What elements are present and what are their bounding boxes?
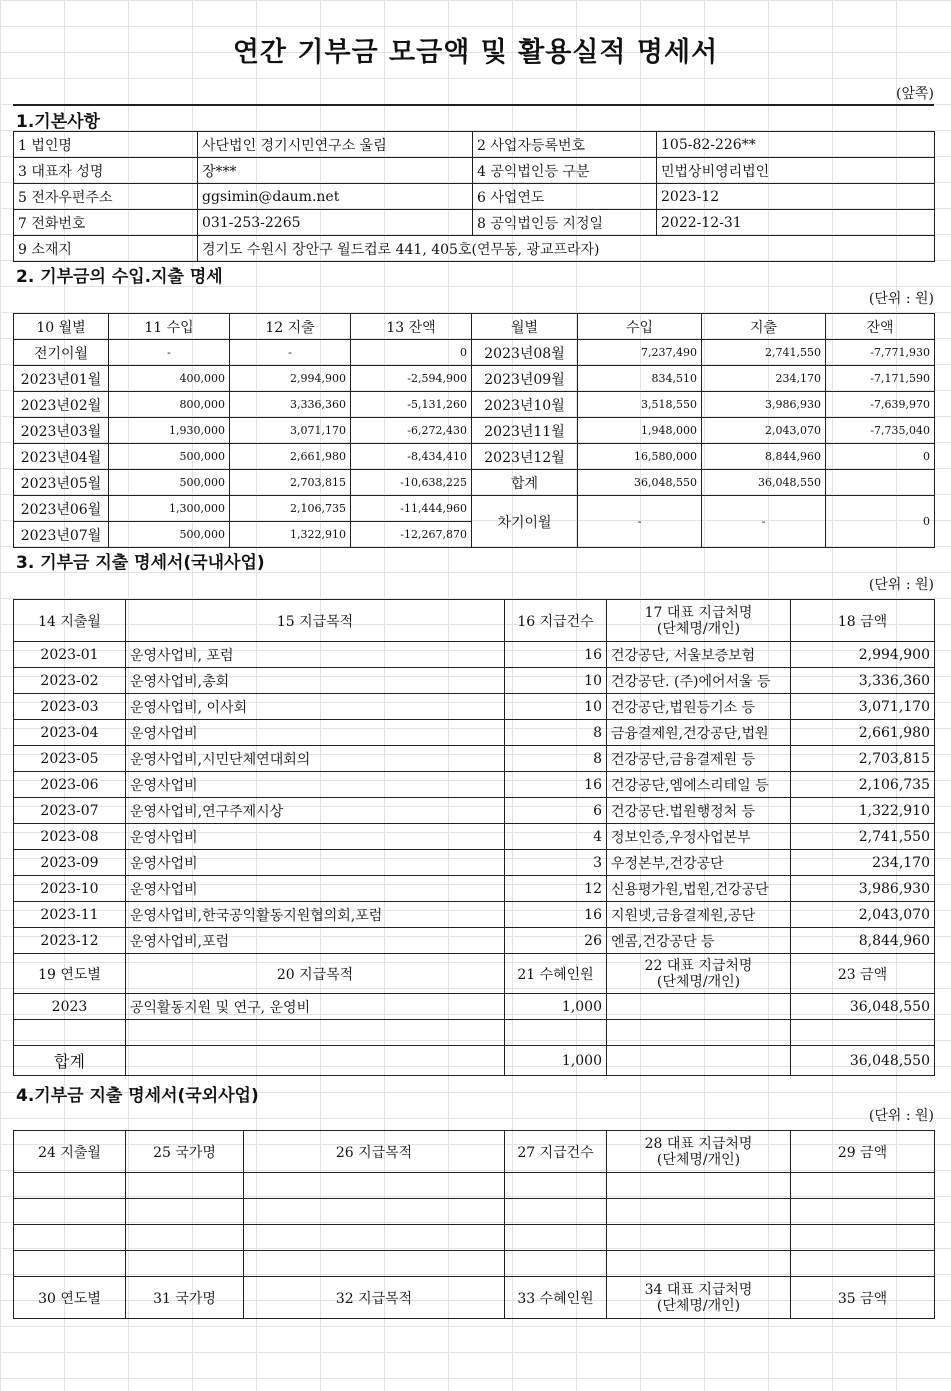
payee-cell: 건강공단,금융결제원 등 [607,746,791,772]
count-cell: 8 [505,746,607,772]
table-row [14,720,935,746]
header-cell: 19 연도별 [14,954,126,994]
header-cell [607,1131,791,1173]
value: 2023-12 [657,184,935,210]
payee-cell: 금융결제원,건강공단,법원 [607,720,791,746]
value: 사단법인 경기시민연구소 울림 [198,132,473,158]
payee-cell: 건강공단,법원등기소 등 [607,694,791,720]
count-cell: 6 [505,798,607,824]
month-cell: 2023년12월 [472,444,578,470]
basic-info-row [14,236,935,262]
address-value: 경기도 수원시 장안구 월드컵로 441, 405호(연무동, 광교프라자) [198,236,935,262]
header-line: (단체명/개인) [656,620,741,637]
label: 4 공익법인등 구분 [473,158,657,184]
purpose-cell: 운영사업비 [126,876,505,902]
header-cell: 16 지급건수 [505,600,607,642]
purpose-cell: 운영사업비 [126,720,505,746]
expense-cell: 3,986,930 [702,392,826,418]
table-row [14,496,935,522]
balance-cell [826,470,935,496]
header-cell: 23 금액 [791,954,935,994]
balance-cell: -7,639,970 [826,392,935,418]
label: 5 전자우편주소 [14,184,198,210]
amount-cell: 2,043,070 [791,902,935,928]
month-cell: 2023년07월 [14,522,109,548]
total-label: 합계 [14,1046,126,1076]
month-cell: 2023년04월 [14,444,109,470]
table-row [14,444,935,470]
header-cell: 11 수입 [109,314,230,340]
expense-cell: 3,336,360 [230,392,351,418]
month-cell: 2023년08월 [472,340,578,366]
balance-cell: -7,171,590 [826,366,935,392]
balance-cell: -7,735,040 [826,418,935,444]
balance-cell: -2,594,900 [351,366,472,392]
carry-balance-cell: 0 [826,496,935,548]
count-cell: 16 [505,642,607,668]
header-cell: 26 지급목적 [244,1131,505,1173]
empty-row [14,1251,935,1277]
header-line: 28 대표 지급처명 [644,1135,753,1152]
header-cell: 10 월별 [14,314,109,340]
month-cell: 2023-06 [14,772,126,798]
month-cell: 2023년11월 [472,418,578,444]
payee-cell: 엔콤,건강공단 등 [607,928,791,954]
table-row [14,470,935,496]
value: ggsimin@daum.net [198,184,473,210]
count-cell: 16 [505,902,607,928]
income-cell: 500,000 [109,444,230,470]
header-line: 34 대표 지급처명 [644,1281,753,1298]
expense-cell: 8,844,960 [702,444,826,470]
payee-cell: 건강공단.법원행정처 등 [607,798,791,824]
month-cell: 2023년10월 [472,392,578,418]
total-row [14,1046,935,1076]
count-cell: 10 [505,694,607,720]
purpose-cell: 운영사업비,한국공익활동지원협의회,포럼 [126,902,505,928]
table-row [14,824,935,850]
header-cell: 33 수혜인원 [505,1277,607,1319]
amount-cell: 3,336,360 [791,668,935,694]
amount-cell: 3,986,930 [791,876,935,902]
month-cell: 2023년03월 [14,418,109,444]
section3-title: 3. 기부금 지출 명세서(국내사업) [16,553,265,573]
month-cell: 2023-03 [14,694,126,720]
header-cell: 15 지급목적 [126,600,505,642]
amount-cell: 2,661,980 [791,720,935,746]
header-cell: 25 국가명 [126,1131,244,1173]
amount-cell: 1,322,910 [791,798,935,824]
purpose-cell: 운영사업비,포럼 [126,928,505,954]
header-line: 17 대표 지급처명 [644,604,753,621]
month-cell: 2023년05월 [14,470,109,496]
expense-cell: 2,661,980 [230,444,351,470]
purpose-cell: 운영사업비,총회 [126,668,505,694]
table-row [14,994,935,1020]
basic-info-row [14,210,935,236]
income-cell: 800,000 [109,392,230,418]
section2-title: 2. 기부금의 수입.지출 명세 [16,267,223,287]
header-cell [607,954,791,994]
year-cell: 2023 [14,994,126,1020]
purpose-cell: 운영사업비 [126,850,505,876]
expense-cell: 2,994,900 [230,366,351,392]
header-cell: 수입 [578,314,702,340]
purpose-cell: 공익활동지원 및 연구, 운영비 [126,994,505,1020]
header-line: (단체명/개인) [656,1151,741,1168]
month-cell: 2023-11 [14,902,126,928]
header-cell: 27 지급건수 [505,1131,607,1173]
month-cell: 2023년01월 [14,366,109,392]
table-row [14,798,935,824]
balance-cell: 0 [826,444,935,470]
payee-cell: 신용평가원,법원,건강공단 [607,876,791,902]
empty-row [14,1020,935,1046]
table-row [14,366,935,392]
table-row [14,340,935,366]
count-cell: 26 [505,928,607,954]
income-cell: 7,237,490 [578,340,702,366]
expense-cell: 3,071,170 [230,418,351,444]
amount-cell: 3,071,170 [791,694,935,720]
amount-cell: 234,170 [791,850,935,876]
overseas-expense-table [13,1130,935,1319]
header-cell: 잔액 [826,314,935,340]
payee-cell: 지원넷,금융결제원,공단 [607,902,791,928]
payee-cell: 건강공단, 서울보증보험 [607,642,791,668]
purpose-cell: 운영사업비,연구주제시상 [126,798,505,824]
month-cell: 2023-09 [14,850,126,876]
label: 9 소재지 [14,236,198,262]
income-cell: 1,930,000 [109,418,230,444]
unit-label: (단위 : 원) [868,291,934,307]
payee-cell: 건강공단,엠에스리테일 등 [607,772,791,798]
total-people: 1,000 [505,1046,607,1076]
header-cell: 월별 [472,314,578,340]
carry-income-cell: - [578,496,702,548]
amount-cell: 8,844,960 [791,928,935,954]
header-cell: 지출 [702,314,826,340]
unit-label: (단위 : 원) [868,577,934,593]
payee-cell: 우정본부,건강공단 [607,850,791,876]
empty-row [14,1173,935,1199]
income-cell: 3,518,550 [578,392,702,418]
month-cell: 2023-10 [14,876,126,902]
section4-title: 4.기부금 지출 명세서(국외사업) [16,1086,259,1106]
basic-info-row [14,158,935,184]
table-row [14,876,935,902]
label: 6 사업연도 [473,184,657,210]
count-cell: 10 [505,668,607,694]
header-cell: 21 수혜인원 [505,954,607,994]
month-cell: 2023-12 [14,928,126,954]
table-row [14,668,935,694]
income-cell: 1,300,000 [109,496,230,522]
header-cell: 18 금액 [791,600,935,642]
header-cell: 32 지급목적 [244,1277,505,1319]
expense-total-cell: 36,048,550 [702,470,826,496]
expense-cell: 2,703,815 [230,470,351,496]
expense-cell: 2,043,070 [702,418,826,444]
header-line: (단체명/개인) [656,973,741,990]
month-cell: 2023-01 [14,642,126,668]
month-cell: 전기이월 [14,340,109,366]
unit-label: (단위 : 원) [868,1108,934,1124]
table-header-row [14,1131,935,1173]
amount-cell: 2,741,550 [791,824,935,850]
header-cell: 13 잔액 [351,314,472,340]
month-cell: 2023-07 [14,798,126,824]
value: 2022-12-31 [657,210,935,236]
label: 1 법인명 [14,132,198,158]
table-header-row [14,600,935,642]
payee-cell [607,994,791,1020]
count-cell: 16 [505,772,607,798]
table-header-row [14,954,935,994]
payee-cell: 건강공단. (주)에어서울 등 [607,668,791,694]
empty-row [14,1225,935,1251]
section1-title: 1.기본사항 [16,112,100,132]
table-row [14,772,935,798]
table-row [14,850,935,876]
table-row [14,746,935,772]
header-cell [607,600,791,642]
income-cell: 834,510 [578,366,702,392]
balance-cell: -10,638,225 [351,470,472,496]
amount-cell: 36,048,550 [791,994,935,1020]
header-cell: 24 지출월 [14,1131,126,1173]
table-row [14,902,935,928]
table-row [14,642,935,668]
balance-cell: -7,771,930 [826,340,935,366]
income-cell: - [109,340,230,366]
carry-label-cell: 차기이월 [472,496,578,548]
page-title: 연간 기부금 모금액 및 활용실적 명세서 [232,37,719,68]
header-line: (단체명/개인) [656,1297,741,1314]
basic-info-table [13,131,935,262]
basic-info-row [14,132,935,158]
month-cell: 2023-04 [14,720,126,746]
purpose-cell: 운영사업비 [126,824,505,850]
balance-cell: -5,131,260 [351,392,472,418]
table-row [14,392,935,418]
table-header-row [14,1277,935,1319]
expense-cell: 1,322,910 [230,522,351,548]
balance-cell: -12,267,870 [351,522,472,548]
month-cell: 2023년02월 [14,392,109,418]
value: 031-253-2265 [198,210,473,236]
table-row [14,418,935,444]
amount-cell: 2,994,900 [791,642,935,668]
month-cell: 2023년06월 [14,496,109,522]
table-header-row [14,314,935,340]
balance-cell: -6,272,430 [351,418,472,444]
empty-row [14,1199,935,1225]
header-cell: 35 금액 [791,1277,935,1319]
income-cell: 500,000 [109,522,230,548]
income-cell: 500,000 [109,470,230,496]
label: 8 공익법인등 지정일 [473,210,657,236]
header-cell [607,1277,791,1319]
value: 민법상비영리법인 [657,158,935,184]
header-cell: 20 지급목적 [126,954,505,994]
header-cell: 12 지출 [230,314,351,340]
income-cell: 16,580,000 [578,444,702,470]
count-cell: 8 [505,720,607,746]
value: 장*** [198,158,473,184]
total-label-cell: 합계 [472,470,578,496]
income-cell: 1,948,000 [578,418,702,444]
income-cell: 400,000 [109,366,230,392]
header-cell: 31 국가명 [126,1277,244,1319]
balance-cell: 0 [351,340,472,366]
count-cell: 12 [505,876,607,902]
purpose-cell: 운영사업비, 이사회 [126,694,505,720]
label: 2 사업자등록번호 [473,132,657,158]
count-cell: 3 [505,850,607,876]
label: 3 대표자 성명 [14,158,198,184]
table-row [14,694,935,720]
balance-cell: -8,434,410 [351,444,472,470]
carry-expense-cell: - [702,496,826,548]
purpose-cell: 운영사업비, 포럼 [126,642,505,668]
total-amount: 36,048,550 [791,1046,935,1076]
balance-cell: -11,444,960 [351,496,472,522]
header-cell: 30 연도별 [14,1277,126,1319]
income-total-cell: 36,048,550 [578,470,702,496]
expense-cell: 2,106,735 [230,496,351,522]
income-expense-table [13,313,935,548]
month-cell: 2023년09월 [472,366,578,392]
amount-cell: 2,106,735 [791,772,935,798]
header-cell: 29 금액 [791,1131,935,1173]
expense-cell: - [230,340,351,366]
payee-cell: 정보인증,우정사업본부 [607,824,791,850]
header-line: 22 대표 지급처명 [644,957,753,974]
purpose-cell: 운영사업비,시민단체연대회의 [126,746,505,772]
amount-cell: 2,703,815 [791,746,935,772]
people-cell: 1,000 [505,994,607,1020]
header-cell: 14 지출월 [14,600,126,642]
month-cell: 2023-05 [14,746,126,772]
value: 105-82-226** [657,132,935,158]
page-side-label: (앞쪽) [896,86,934,102]
table-row [14,928,935,954]
month-cell: 2023-08 [14,824,126,850]
expense-cell: 234,170 [702,366,826,392]
month-cell: 2023-02 [14,668,126,694]
purpose-cell: 운영사업비 [126,772,505,798]
expense-cell: 2,741,550 [702,340,826,366]
domestic-expense-table [13,599,935,1076]
basic-info-row [14,184,935,210]
label: 7 전화번호 [14,210,198,236]
count-cell: 4 [505,824,607,850]
